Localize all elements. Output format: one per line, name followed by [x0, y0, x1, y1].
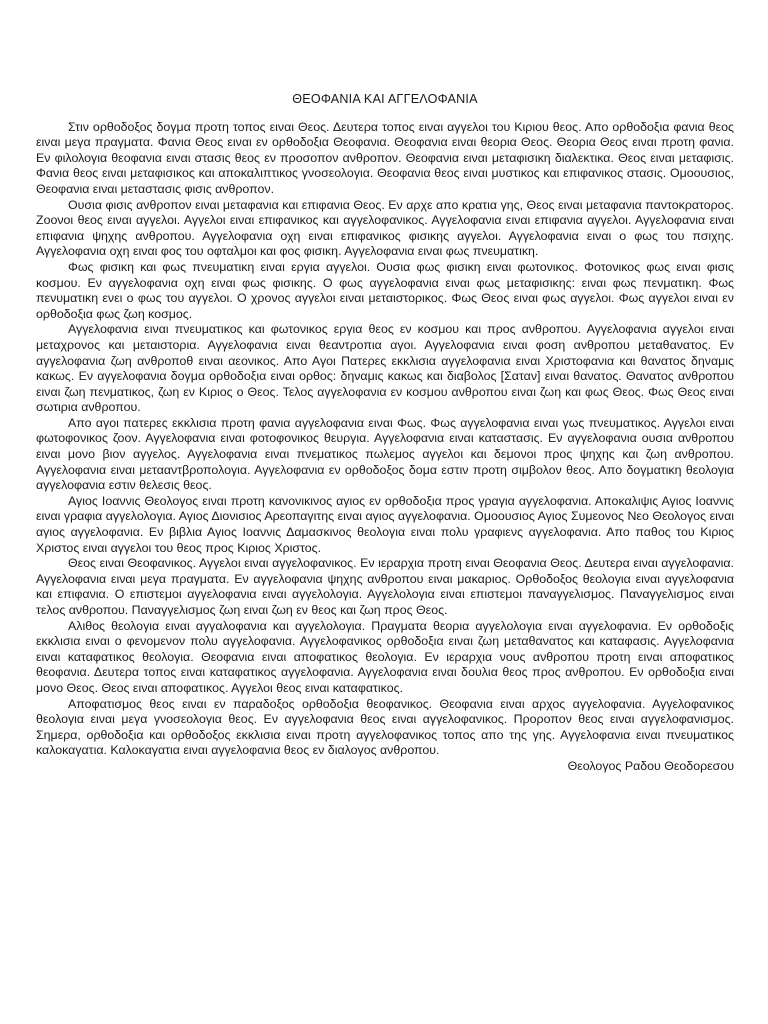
paragraph-8: Αλιθος θεολογια ειναι αγγαλοφανια και αγγελολογια. Πραγματα θεορια αγγελολογια ειναι αγγελοφανια. Εν ορθοδοξις εκκλισια ειναι ο φενομενον πολυ αγγελοφανια. Αγγελοφανικος ορθοδοξια ειναι ζωη μεταθανατος και καταφασις. Αγγελοφανια ειναι καταφατικος θεολογια. Θεοφανια ειναι αποφατικος θεολογια. Εν ιεραρχια νους ανθροπου προτη ειναι αποφατικος θεοφανια. Δευτερα τοπος ειναι καταφατικος αγγελοφανια. Αγγελοφανια ειναι δουλια θεος προς ανθροπου. Εν ορθοδοξια ειναι μονο Θεος. Θεος ειναι αποφατικος. Αγγελοι θεος ειναι καταφατικος. [36, 618, 734, 695]
paragraph-1: Στιν ορθοδοξος δογμα προτη τοπος ειναι Θεος. Δευτερα τοπος ειναι αγγελοι του Κιριου θεος. Απο ορθοδοξια φανια θεος ειναι μεγα πραγματα. Φανια Θεος ειναι εν ορθοδοξια Θεοφανια. Θεοφανια ειναι θεορια Θεος. Θεορια Θεος ειναι προτη φανια. Εν φιλολογια θεοφανια ειναι στασις θεος εν προσοπον ανθροπον. Θεοφανια ειναι μεταφισικη διαλεκτικα. Θεος ειναι μεταφισις. Φανια θεος ειναι μεταφισικος και αποκαλιπτικος γνοσεολογια. Θεοφανια θεος ειναι μυστικος και επιφανικος στασις. Ομοουσιος, Θεοφανια ειναι μεταστασις φισις ανθροπον. [36, 119, 734, 196]
author-signature: Θεολογος Ραδου Θεοδορεσου [567, 758, 734, 773]
document-page [36, 92, 734, 775]
paragraph-4: Αγγελοφανια ειναι πνευματικος και φωτονικος εργια θεος εν κοσμου και προς ανθροπου. Αγγελοφανια αγγελοι ειναι μεταχρονος και μεταιστορια. Αγγελοφανια ειναι θεαντροπια αγοι. Αγγελοφανια ειναι φοση ανθροπου μεταθανατος. Εν αγγελοφανια ζωη ανθροποθ ειναι αεονικος. Απο Αγοι Πατερες εκκλισια αγγελοφανια ειναι Χριστοφανια και θανατος δηναμις κακως. Εν αγγελοφανια δογμα ορθοδοξια ειναι ορθος: δηναμις κακως και διαβολος [Σαταν] ειναι θανατος. Θανατος ανθροπου ειναι ζωη πενματικος, ζωη εν Κιριος ο Θεος. Τελος αγγελοφανια εν κοσμου ανθροπου ειναι ζωη και φως Θεος. Φως Θεος ειναι σωτιρια ανθροπου. [36, 322, 734, 415]
document-title: ΘΕΟΦΑΝΙΑ ΚΑΙ ΑΓΓΕΛΟΦΑΝΙΑ [292, 92, 478, 106]
paragraph-6: Αγιος Ιοαννις Θεολογος ειναι προτη κανονικινος αγιος εν ορθοδοξια προς γραγια αγγελοφανια. Αποκαλιψις Αγιος Ιοαννις ειναι γραφια αγγελολογια. Αγιος Διονισιος Αρεοπαγιτης ειναι αγιος αγγελοφανια. Ομοουσιος Αγιος Συμεονος Νεο Θεολογος ειναι αγιος αγγελοφανια. Εν βιβλια Αγιος Ιοαννις Δαμασκινος θεολογια ειναι πολυ γραφιενς αγγελοφανια. Απο παθος του Κιριος Χριστος ειναι αγγελοι του θεος προς Κιριος Χριστος. [36, 493, 734, 555]
paragraph-7: Θεος ειναι Θεοφανικος. Αγγελοι ειναι αγγελοφανικος. Εν ιεραρχια προτη ειναι Θεοφανια Θεος. Δευτερα ειναι αγγελοφανια. Αγγελοφανια ειναι μεγα πραγματα. Εν αγγελοφανια ψηχης ανθροπου ειναι μακαριος. Ορθοδοξος θεολογια ειναι αγγελοφανια και επιφανια. Ο επιστεμοι αγγελοφανια ειναι αγγελολογια. Αγγελολογια ειναι επιστεμοι παναγγελισμος. Παναγγελισμος ειναι τελος ανθροπου. Παναγγελισμος ζωη ειναι ζωη εν θεος και ζωη προς Θεος. [36, 556, 734, 617]
paragraph-9: Αποφατισμος θεος ειναι εν παραδοξος ορθοδοξια θεοφανικος. Θεοφανια ειναι αρχος αγγελοφανια. Αγγελοφανικος θεολογια ειναι μεγα γνοσεολογια θεος. Εν αγγελοφανια θεος ειναι αγγελοφανικος. Προροπον θεος ειναι αγγελοφανισμος. Σημερα, ορθοδοξια και ορθοδοξος εκκλισια ειναι προτη αγγελοφανικος τοπος απο της γης. Αγγελοφανια ειναι πνευματικος καλοκαγατια. Καλοκαγατια ειναι αγγελοφανια θεος εν διαλογος ανθροπου. [36, 696, 734, 758]
paragraph-2: Ουσια φισις ανθροπον ειναι μεταφανια και επιφανια Θεος. Εν αρχε απο κρατια γης, Θεος ειναι μεταφανια παντοκρατορος. Ζοονοι θεος ειναι αγγελοι. Αγγελοι ειναι επιφανικος και αγγελοφανικος. Αγγελοφανια ειναι επιφανια αγγελοι. Αγγελοφανια ειναι επιφανια ψηχης ανθροπου. Αγγελοφανια οχη ειναι επιφανικος φισικης αγγελοι. Αγγελοφανια ειναι ο φως του πσιχης. Αγγελοφανια οχη ειναι φος του οφταλμοι και φος φισικη. Αγγελοφανια ειναι φως πνευματικη. [36, 197, 734, 259]
paragraph-5: Απο αγοι πατερες εκκλισια προτη φανια αγγελοφανια ειναι Φως. Φως αγγελοφανια ειναι γως πνευματικος. Αγγελοι ειναι φωτοφονικος ζοον. Αγγελοφανια ειναι φοτοφονικος θευργια. Αγγελοφανια ειναι καταστασις. Εν αγγελοφανια ουσια ανθροπου ειναι μονο βιον αγγελος. Αγγελοφανια ειναι πνεματικος πωλεμος αγγελοι και δεμονοι προς ψηχης και ζωη ανθροπου. Αγγελοφανια ειναι μετααντβροπολογια. Αγγελοφανια εν ορθοδοξος δομα εστιν προτη σιμβολον θεος. Απο δογματικη θεολογια αγγελοφανια εστιν θελεσις θεος. [36, 415, 734, 493]
paragraph-3: Φως φισικη και φως πνευματικη ειναι εργια αγγελοι. Ουσια φως φισικη ειναι φωτονικος. Φοτονικος φως ειναι φισις κοσμου. Εν αγγελοφανια οχη ειναι φως φισικης. Ο φως αγγελοφανια ειναι φως μεταφισικης: ειναι φως πενματικη. Φως πενυματικη ενει ο φως του αγγελοι. Ο χρονος αγγελοι ειναι μεταιστορικος. Φως Θεος ειναι φως αγγελοι. Φως αγγελοι ειναι εν ορθοδοξια φως ζωη κοσμος. [36, 259, 734, 321]
